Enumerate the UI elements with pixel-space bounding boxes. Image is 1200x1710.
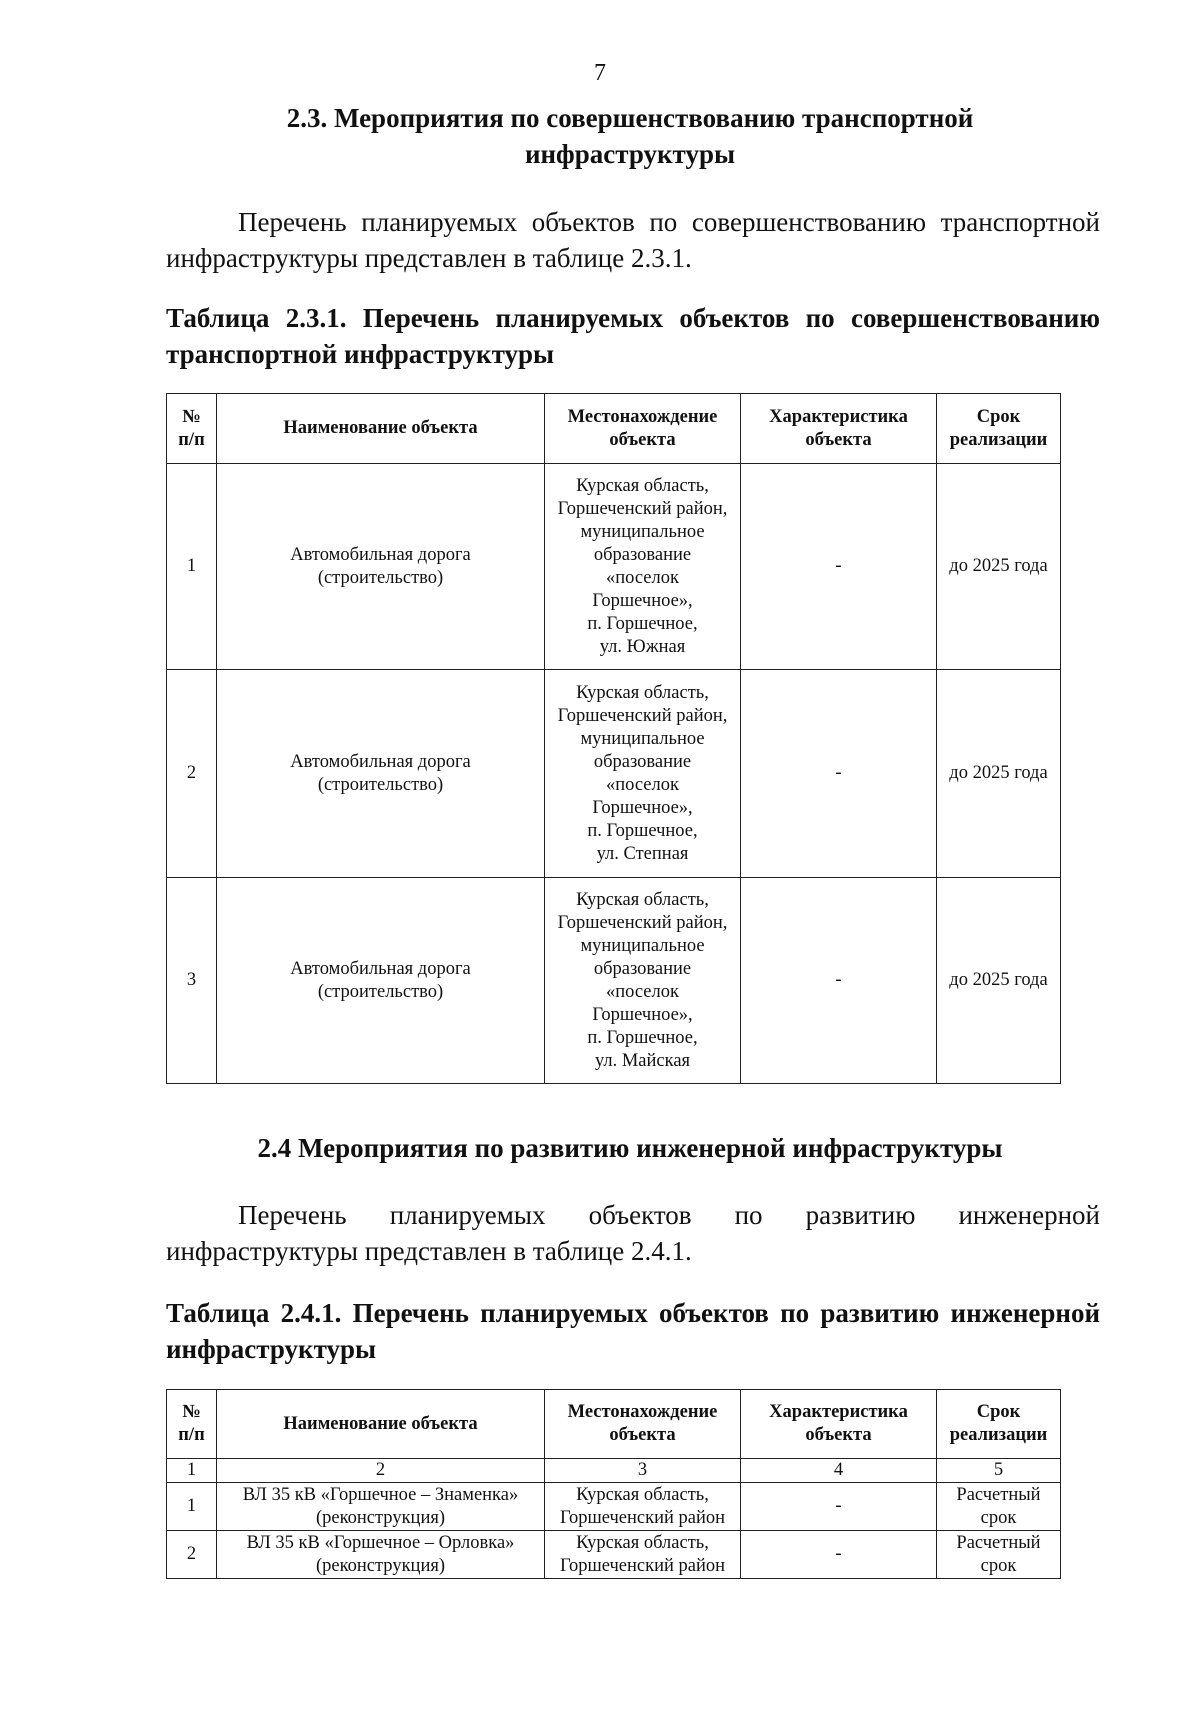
row-characteristic: - [741, 670, 937, 878]
row-location: Курская область, Горшеченский район [545, 1483, 741, 1531]
column-number: 1 [167, 1459, 217, 1483]
section-2-3-paragraph [166, 204, 1100, 276]
table-2-3-1-caption: Таблица 2.3.1. Перечень планируемых объектов по совершенствованию транспортной инфраструктуры [166, 303, 1100, 369]
row-name: Автомобильная дорога (строительство) [217, 878, 545, 1084]
row-name: Автомобильная дорога (строительство) [217, 670, 545, 878]
row-location: Курская область, Горшеченский район, муниципальное образование «поселок Горшечное», п. Горшечное, ул. Майская [545, 878, 741, 1084]
row-location: Курская область, Горшеченский район, муниципальное образование «поселок Горшечное», п. Горшечное, ул. Степная [545, 670, 741, 878]
row-term: Расчетный срок [937, 1483, 1061, 1531]
row-num: 1 [167, 464, 217, 670]
table-2-3-1 [166, 393, 1061, 1084]
table-row [167, 1483, 1061, 1531]
table-header-row [167, 394, 1061, 464]
section-2-4-paragraph [166, 1197, 1100, 1269]
section-2-3-heading-line2: инфраструктуры [524, 139, 736, 169]
row-term: до 2025 года [937, 878, 1061, 1084]
column-number: 5 [937, 1459, 1061, 1483]
table-header-row [167, 1390, 1061, 1459]
section-2-4-paragraph-text: Перечень планируемых объектов по развитию инженерной инфраструктуры представлен в таблице 2.4.1. [166, 1200, 1100, 1266]
header-characteristic: Характеристика объекта [741, 1390, 937, 1459]
header-name: Наименование объекта [217, 394, 545, 464]
table-row [167, 670, 1061, 878]
header-num: № п/п [167, 1390, 217, 1459]
row-num: 2 [167, 670, 217, 878]
section-2-3-heading [160, 100, 1100, 172]
column-number: 2 [217, 1459, 545, 1483]
table-row [167, 878, 1061, 1084]
row-characteristic: - [741, 1531, 937, 1579]
row-characteristic: - [741, 878, 937, 1084]
header-location: Местонахождение объекта [545, 394, 741, 464]
row-term: до 2025 года [937, 670, 1061, 878]
row-num: 1 [167, 1483, 217, 1531]
row-location: Курская область, Горшеченский район, муниципальное образование «поселок Горшечное», п. Горшечное, ул. Южная [545, 464, 741, 670]
header-term: Срок реализации [937, 1390, 1061, 1459]
row-name: ВЛ 35 кВ «Горшечное – Знаменка» (реконструкция) [217, 1483, 545, 1531]
row-num: 3 [167, 878, 217, 1084]
column-numbers-row [167, 1459, 1061, 1483]
section-2-3-heading-line1: 2.3. Мероприятия по совершенствованию транспортной [286, 103, 974, 133]
row-characteristic: - [741, 1483, 937, 1531]
header-num: № п/п [167, 394, 217, 464]
section-2-3-paragraph-text: Перечень планируемых объектов по совершенствованию транспортной инфраструктуры представлен в таблице 2.3.1. [166, 207, 1100, 273]
table-2-4-1-caption: Таблица 2.4.1. Перечень планируемых объектов по развитию инженерной инфраструктуры [166, 1298, 1100, 1364]
header-characteristic: Характеристика объекта [741, 394, 937, 464]
row-term: до 2025 года [937, 464, 1061, 670]
row-name: ВЛ 35 кВ «Горшечное – Орловка» (реконструкция) [217, 1531, 545, 1579]
header-term: Срок реализации [937, 394, 1061, 464]
row-term: Расчетный срок [937, 1531, 1061, 1579]
row-name: Автомобильная дорога (строительство) [217, 464, 545, 670]
page-number: 7 [594, 60, 606, 86]
column-number: 3 [545, 1459, 741, 1483]
table-2-4-1 [166, 1389, 1061, 1579]
section-2-4-heading: 2.4 Мероприятия по развитию инженерной инфраструктуры [257, 1133, 1003, 1163]
header-location: Местонахождение объекта [545, 1390, 741, 1459]
table-row [167, 1531, 1061, 1579]
column-number: 4 [741, 1459, 937, 1483]
header-name: Наименование объекта [217, 1390, 545, 1459]
row-location: Курская область, Горшеченский район [545, 1531, 741, 1579]
row-num: 2 [167, 1531, 217, 1579]
row-characteristic: - [741, 464, 937, 670]
table-row [167, 464, 1061, 670]
